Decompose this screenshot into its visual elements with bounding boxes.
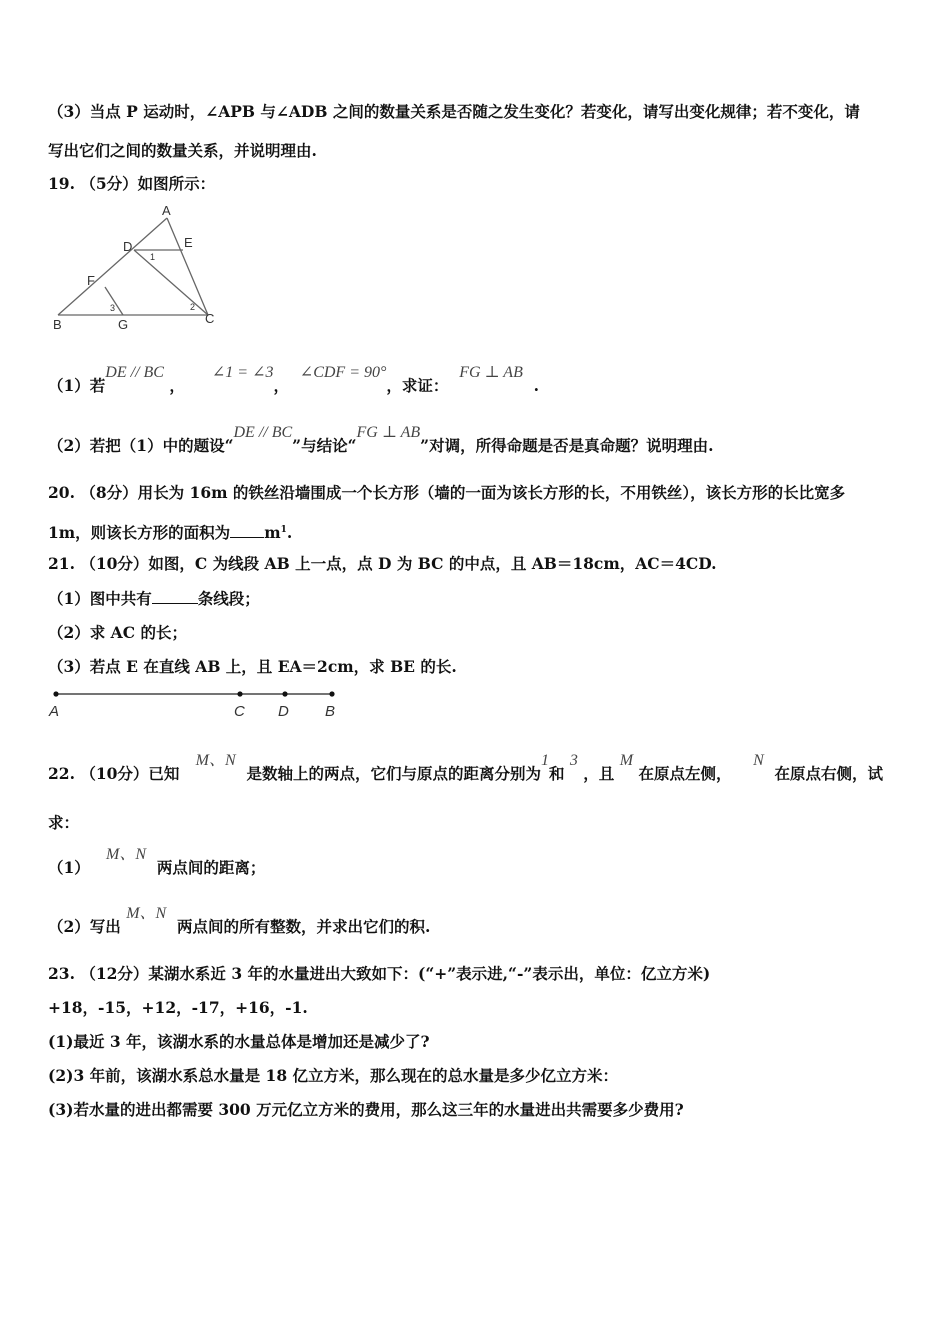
q21-part2: （2）求 AC 的长； — [48, 623, 187, 642]
point-d — [282, 691, 287, 696]
math-n: N — [753, 752, 764, 769]
q21-answer-blank[interactable] — [152, 603, 198, 604]
q20-line2: 1m，则该长方形的面积为 $m^1$. — [48, 523, 293, 543]
line-ac — [167, 218, 208, 315]
q19-title: 19. （5分）如图所示： — [48, 174, 216, 193]
math-three: 3 — [569, 752, 578, 769]
q20-answer-blank[interactable] — [230, 537, 264, 538]
q18-part3-line1: （3）当点 P 运动时，∠APB 与∠ADB 之间的数量关系是否随之发生变化？若变化，请写出变化规律；若不变化，请 — [48, 102, 860, 121]
q23-part1: (1)最近 3 年，该湖水系的水量总体是增加还是减少了? — [48, 1032, 430, 1051]
math-one: 1 — [540, 752, 549, 769]
label-angle-1: 1 — [150, 252, 156, 262]
label-point-b: B — [325, 703, 336, 720]
q23-part3: (3)若水量的进出都需要 300 万元亿立方米的费用，那么这三年的水量进出共需要多少费用? — [48, 1100, 684, 1119]
label-point-d: D — [278, 703, 289, 720]
label-g: G — [118, 317, 129, 330]
math-m: M — [619, 752, 634, 769]
math-angle1-eq-angle3: ∠1 = ∠3 — [211, 364, 274, 381]
math-m-n: M、N — [195, 752, 236, 769]
point-b — [329, 691, 334, 696]
math-fg-perp-ab-2: FG ⊥ AB — [356, 424, 421, 441]
math-m-n-2: M、N — [106, 846, 147, 863]
label-angle-2: 2 — [190, 302, 196, 312]
q21-part1: （1）图中共有 条线段； — [48, 589, 260, 608]
q19-part2: （2）若把（1）中的题设“DE // BC”与结论“FG ⊥ AB”对调，所得命题是否是真命题？说明理由. — [48, 424, 714, 455]
q22-line2: 求： — [48, 813, 80, 832]
label-a: A — [162, 205, 171, 218]
q22-part1: （1） M、N 两点间的距离； — [48, 846, 266, 877]
math-fg-perp-ab: FG ⊥ AB — [459, 364, 523, 381]
label-f: F — [87, 273, 95, 288]
math-m-n-3: M、N — [126, 905, 167, 922]
label-b: B — [53, 317, 62, 330]
label-d: D — [123, 239, 133, 254]
q21-part3: （3）若点 E 在直线 AB 上，且 EA＝2cm，求 BE 的长. — [48, 657, 457, 676]
math-de-parallel-bc: DE // BC — [105, 364, 164, 381]
line-dc — [134, 250, 208, 315]
q23-title: 23. （12分）某湖水系近 3 年的水量进出大致如下：(“+”表示进,“-”表示出，单位：亿立方米) — [48, 964, 711, 983]
q21-segment-figure — [45, 686, 345, 722]
q21-title: 21. （10分）如图，C 为线段 AB 上一点，点 D 为 BC 的中点，且 AB＝18cm，AC＝4CD. — [48, 554, 717, 573]
q23-part2: (2)3 年前，该湖水系总水量是 18 亿立方米，那么现在的总水量是多少亿立方米： — [48, 1066, 618, 1085]
q19-triangle-figure — [45, 205, 225, 330]
label-c: C — [205, 311, 215, 326]
label-e: E — [184, 235, 193, 250]
math-angle-cdf: ∠CDF = 90° — [299, 364, 387, 381]
q23-data: +18，-15，+12，-17，+16，-1. — [48, 998, 308, 1017]
line-ba — [58, 218, 167, 315]
q18-part3-line2: 写出它们之间的数量关系，并说明理由. — [48, 141, 317, 160]
label-point-c: C — [234, 703, 245, 720]
point-a — [53, 691, 58, 696]
q20-line1: 20. （8分）用长为 16m 的铁丝沿墙围成一个长方形（墙的一面为该长方形的长，不用铁丝），该长方形的长比宽多 — [48, 483, 846, 502]
q22-line1: 22. （10分）已知 M、N 是数轴上的两点，它们与原点的距离分别为1和 3 ，且 M 在原点左侧， N 在原点右侧，试 — [48, 752, 884, 783]
label-angle-3: 3 — [110, 303, 116, 313]
label-point-a: A — [49, 703, 60, 720]
point-c — [237, 691, 242, 696]
q22-part2: （2）写出 M、N 两点间的所有整数，并求出它们的积. — [48, 905, 431, 936]
math-de-parallel-bc-2: DE // BC — [233, 424, 293, 441]
q19-part1: （1）若DE // BC ， ∠1 = ∠3， ∠CDF = 90°，求证： FG ⊥ AB . — [48, 364, 540, 395]
